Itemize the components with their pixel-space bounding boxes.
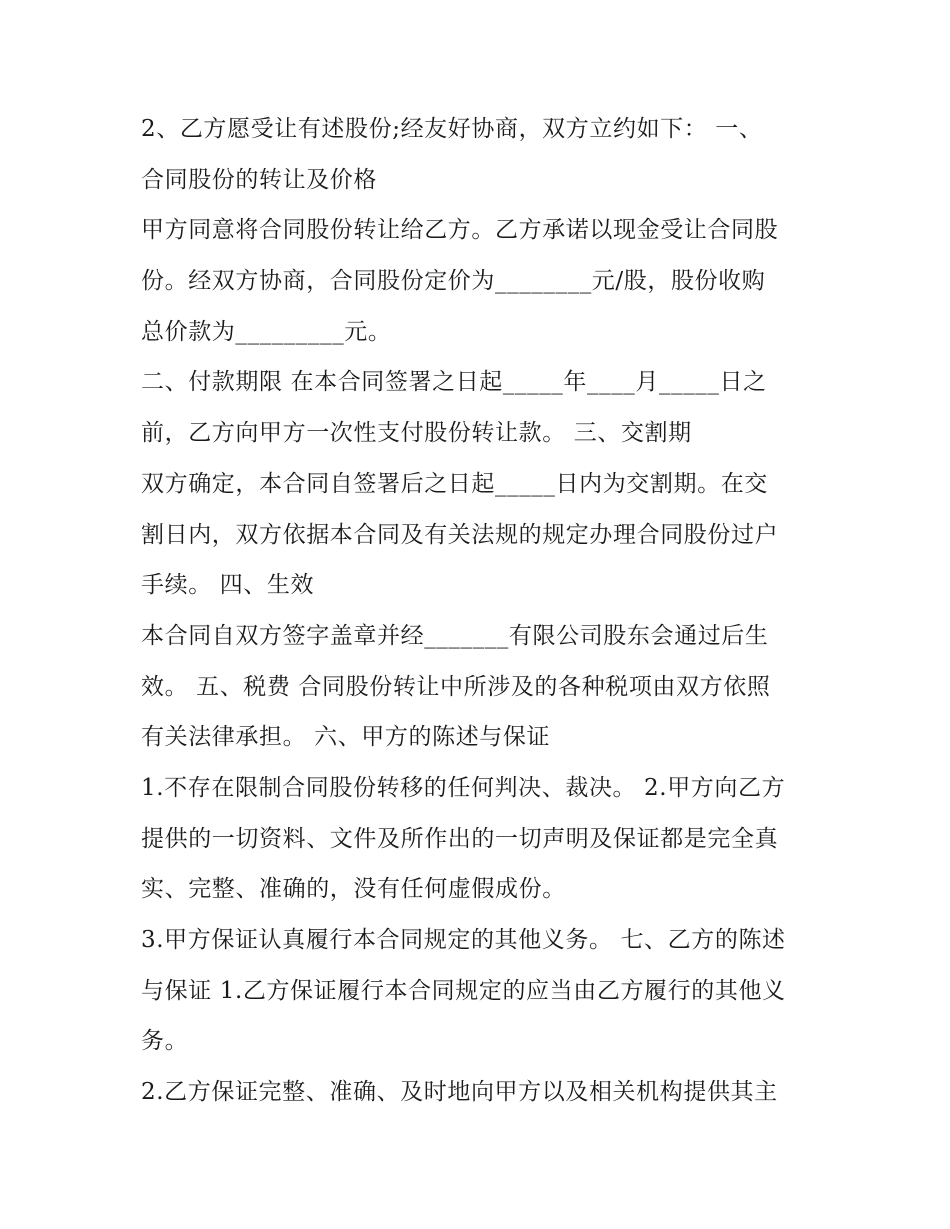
text-line: 实、完整、准确的，没有任何虚假成份。 [141, 876, 566, 903]
text-line: 2、乙方愿受让有述股份;经友好协商，双方立约如下： 一、 [141, 116, 763, 142]
text-line: 效。 五、税费 合同股份转让中所涉及的各种税项由双方依照 [141, 673, 771, 700]
text-line: 甲方同意将合同股份转让给乙方。乙方承诺以现金受让合同股 [141, 217, 779, 244]
text-line: 与保证 1.乙方保证履行本合同规定的应当由乙方履行的其他义 [141, 977, 786, 1004]
text-line: 3.甲方保证认真履行本合同规定的其他义务。 七、乙方的陈述 [141, 927, 786, 953]
text-line: 份。经双方协商，合同股份定价为________元/股，股份收购 [141, 268, 766, 295]
text-line: 双方确定，本合同自签署后之日起_____日内为交割期。在交 [141, 470, 768, 497]
text-line: 有关法律承担。 六、甲方的陈述与保证 [141, 724, 551, 751]
text-line: 务。 [141, 1028, 189, 1055]
text-line: 本合同自双方签字盖章并经_______有限公司股东会通过后生 [141, 622, 769, 649]
text-line: 1.不存在限制合同股份转移的任何判决、裁决。 2.甲方向乙方 [141, 774, 786, 801]
text-line: 总价款为_________元。 [141, 318, 392, 345]
text-line: 手续。 四、生效 [141, 572, 315, 599]
text-line: 二、付款期限 在本合同签署之日起_____年____月_____日之 [141, 369, 767, 396]
text-line: 合同股份的转让及价格 [141, 166, 377, 193]
text-line: 2.乙方保证完整、准确、及时地向甲方以及相关机构提供其主 [141, 1079, 778, 1106]
text-line: 割日内，双方依据本合同及有关法规的规定办理合同股份过户 [141, 521, 779, 548]
contract-body [141, 104, 821, 1118]
text-line: 前，乙方向甲方一次性支付股份转让款。 三、交割期 [141, 420, 692, 447]
text-line: 提供的一切资料、文件及所作出的一切声明及保证都是完全真 [141, 825, 779, 852]
